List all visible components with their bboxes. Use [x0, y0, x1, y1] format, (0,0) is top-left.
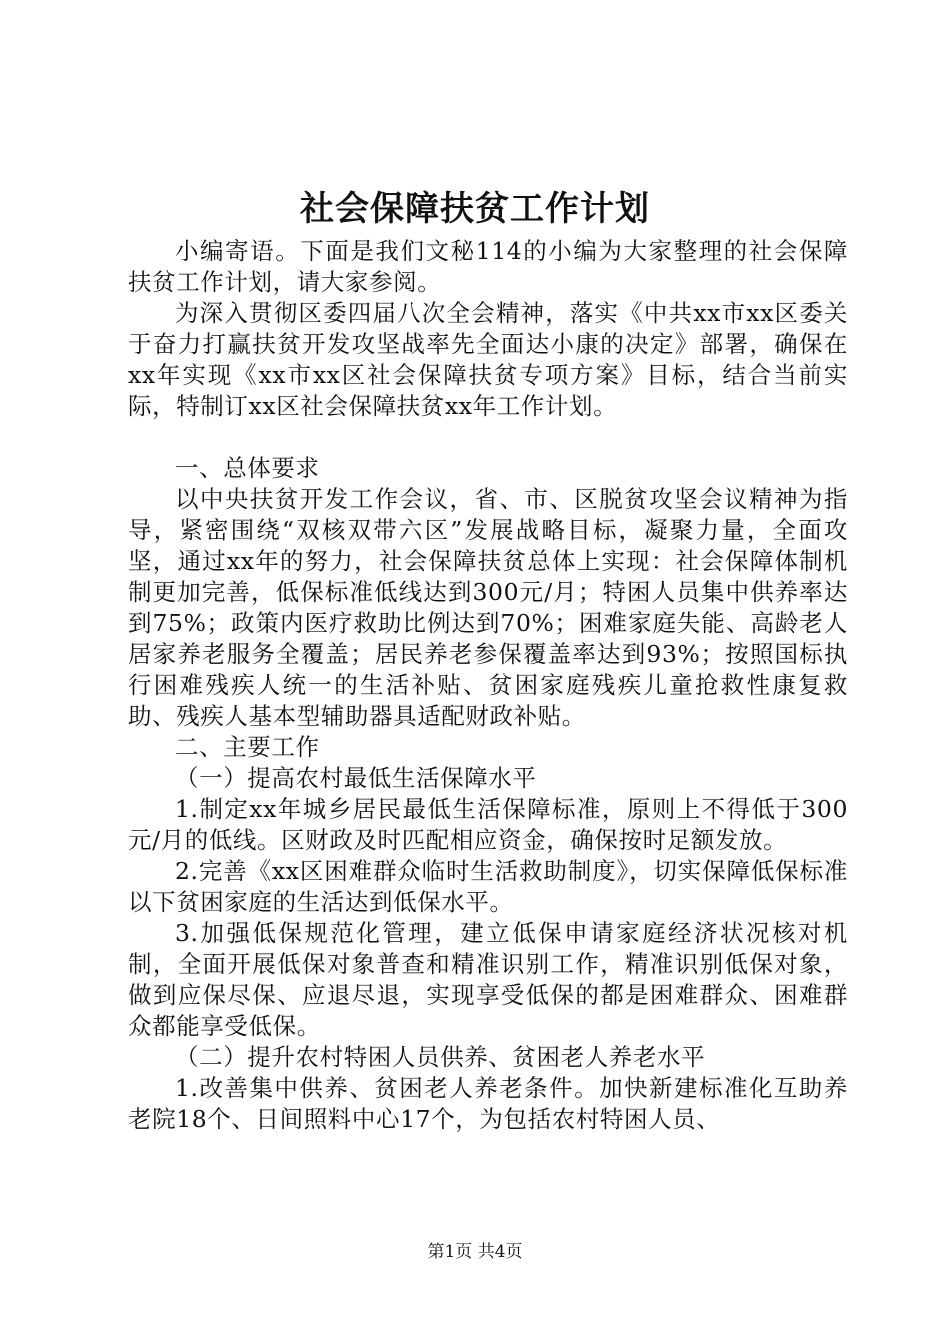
- paragraph-intro: 小编寄语。下面是我们文秘114的小编为大家整理的社会保障扶贫工作计划，请大家参阅。: [128, 237, 848, 296]
- paragraph-purpose: 为深入贯彻区委四届八次全会精神，落实《中共xx市xx区委关于奋力打赢扶贫开发攻坚战率先全面达小康的决定》部署，确保在xx年实现《xx市xx区社会保障扶贫专项方案》目标，结合当前实际，特制订xx区社会保障扶贫xx年工作计划。: [128, 299, 848, 420]
- paragraph-overall-requirements: 以中央扶贫开发工作会议，省、市、区脱贫攻坚会议精神为指导，紧密围绕“双核双带六区”发展战略目标，凝聚力量，全面攻坚，通过xx年的努力，社会保障扶贫总体上实现：社会保障体制机制更加完善，低保标准低线达到300元/月；特困人员集中供养率达到75%；政策内医疗救助比例达到70%；困难家庭失能、高龄老人居家养老服务全覆盖；居民养老参保覆盖率达到93%；按照国标执行困难残疾人统一的生活补贴、贫困家庭残疾儿童抢救性康复救助、残疾人基本型辅助器具适配财政补贴。: [128, 485, 848, 730]
- section-heading-main-work: 二、主要工作: [175, 733, 320, 761]
- subsection-heading-2: （二）提升农村特困人员供养、贫困老人养老水平: [175, 1043, 706, 1071]
- page-footer: 第1页 共4页: [427, 1242, 523, 1262]
- list-item: 2.完善《xx区困难群众临时生活救助制度》，切实保障低保标准以下贫困家庭的生活达到低保水平。: [128, 857, 848, 916]
- document-body: [128, 236, 848, 1135]
- list-item: 1.制定xx年城乡居民最低生活保障标准，原则上不得低于300元/月的低线。区财政及时匹配相应资金，确保按时足额发放。: [128, 795, 848, 854]
- list-item: 1.改善集中供养、贫困老人养老条件。加快新建标准化互助养老院18个、日间照料中心17个，为包括农村特困人员、: [128, 1074, 848, 1133]
- blank-line: [128, 422, 848, 453]
- section-heading-overall: 一、总体要求: [175, 454, 320, 482]
- document-title: 社会保障扶贫工作计划: [300, 189, 650, 229]
- subsection-heading-1: （一）提高农村最低生活保障水平: [175, 764, 537, 792]
- list-item: 3.加强低保规范化管理，建立低保申请家庭经济状况核对机制，全面开展低保对象普查和精准识别工作，精准识别低保对象，做到应保尽保、应退尽退，实现享受低保的都是困难群众、困难群众都能享受低保。: [128, 919, 848, 1040]
